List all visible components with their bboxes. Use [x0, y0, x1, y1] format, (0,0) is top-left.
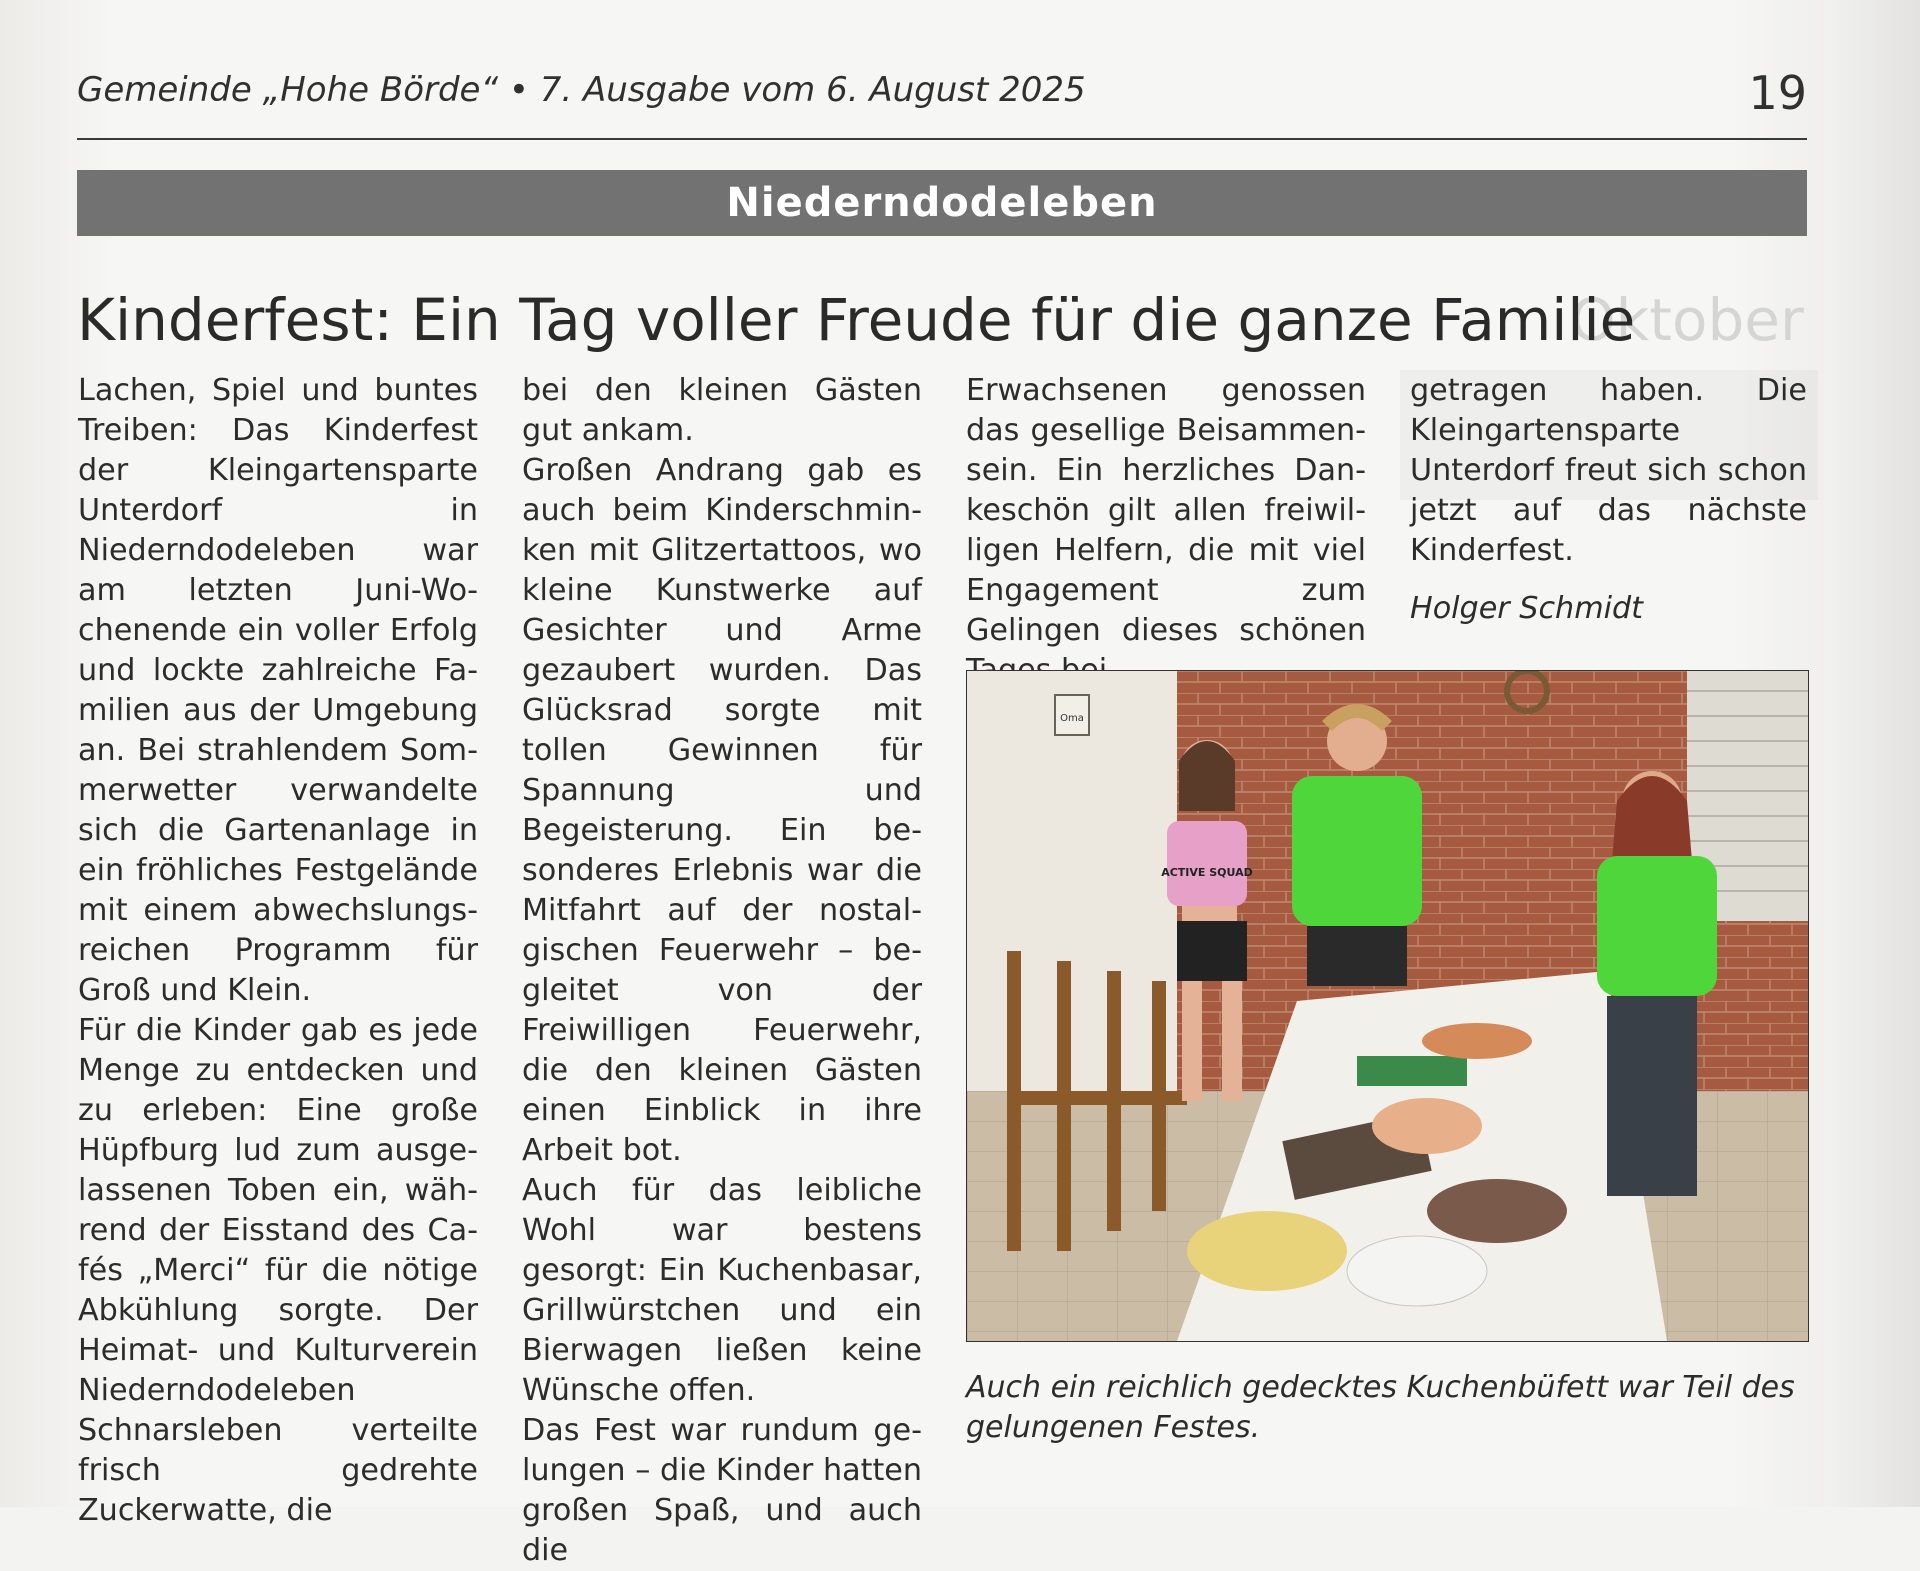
paragraph: Das Fest war rundum gelungen – die Kinder hatten großen Spaß, und auch die	[522, 1413, 922, 1568]
page-header	[77, 66, 1807, 140]
article-headline: Kinderfest: Ein Tag voller Freude für die ganze Familie	[77, 286, 1636, 354]
paragraph: Auch für das leibliche Wohl war bestens gesorgt: Ein Kuchenbasar, Grillwürstchen und ein Bierwagen ließen keine Wünsche offen.	[522, 1173, 922, 1408]
article-column-4	[1410, 371, 1807, 629]
bleed-through-text: Oktober	[1570, 286, 1804, 354]
paragraph: Erwachsenen genossen das gesellige Beisammensein. Ein herzliches Dankeschön gilt allen freiwilligen Helfern, die mit viel Engagement zum Gelingen dieses schönen	[966, 373, 1366, 648]
photo-caption: Auch ein reichlich gedecktes Kuchenbüfett war Teil des gelungenen Festes.	[966, 1370, 1795, 1445]
wall-sign-text: Oma	[1060, 713, 1084, 724]
photo-illustration	[967, 671, 1808, 1341]
article-author: Holger Schmidt	[1410, 591, 1643, 626]
paragraph: getragen haben. Die Kleingartensparte Unterdorf freut sich schon jetzt auf das nächste Kinderfest.	[1410, 373, 1807, 568]
publication-line: Gemeinde „Hohe Börde“ • 7. Ausgabe vom 6. August 2025	[77, 70, 1086, 110]
shirt-print: ACTIVE SQUAD	[1161, 866, 1253, 879]
paragraph: Großen Andrang gab es auch beim Kinderschminken mit Glitzertattoos, wo kleine Kunstwerke auf Gesichter und Arme gezaubert wurden. Das Glücksrad sorgte mit tollen Gewinnen für Spannung und Begeisterung. Ein besonderes Erlebnis war die Mitfahrt auf der nostalgischen Feuerwehr – begleitet von der Freiwilligen Feuerwehr, die den kleinen Gästen einen Einblick in ihre Arbeit bot.	[522, 453, 922, 1168]
section-title: Niederndodeleben	[726, 180, 1158, 226]
section-banner	[77, 170, 1807, 236]
paragraph: Lachen, Spiel und buntes Treiben: Das Kinderfest der Kleingartensparte Unterdorf in Niederndodeleben war am letzten Juni-Wochenende ein voller Erfolg und lockte zahlreiche Familien aus der Umgebung an. Bei strahlendem Sommerwetter verwandelte sich die Gartenanlage in ein fröhliches Festgelände mit einem abwechslungsreichen Programm für Groß und Klein.	[78, 373, 478, 1008]
page-edge-shadow	[1825, 0, 1920, 1507]
article-column-1	[78, 371, 478, 1531]
article-column-2	[522, 371, 922, 1571]
page-number: 19	[1748, 66, 1807, 120]
article-photo	[966, 670, 1809, 1342]
article-column-3	[966, 371, 1366, 691]
paragraph: bei den kleinen Gästen gut ankam.	[522, 373, 922, 448]
paragraph: Für die Kinder gab es jede Menge zu entdecken und zu erleben: Eine große Hüpfburg lud zum ausgelassenen Toben ein, während der Eisstand des Cafés „Merci“ für die nötige Abkühlung sorgte. Der Heimat- und Kulturverein Niederndodeleben Schnarsleben verteilte frisch gedrehte Zuckerwatte, die	[78, 1013, 478, 1528]
